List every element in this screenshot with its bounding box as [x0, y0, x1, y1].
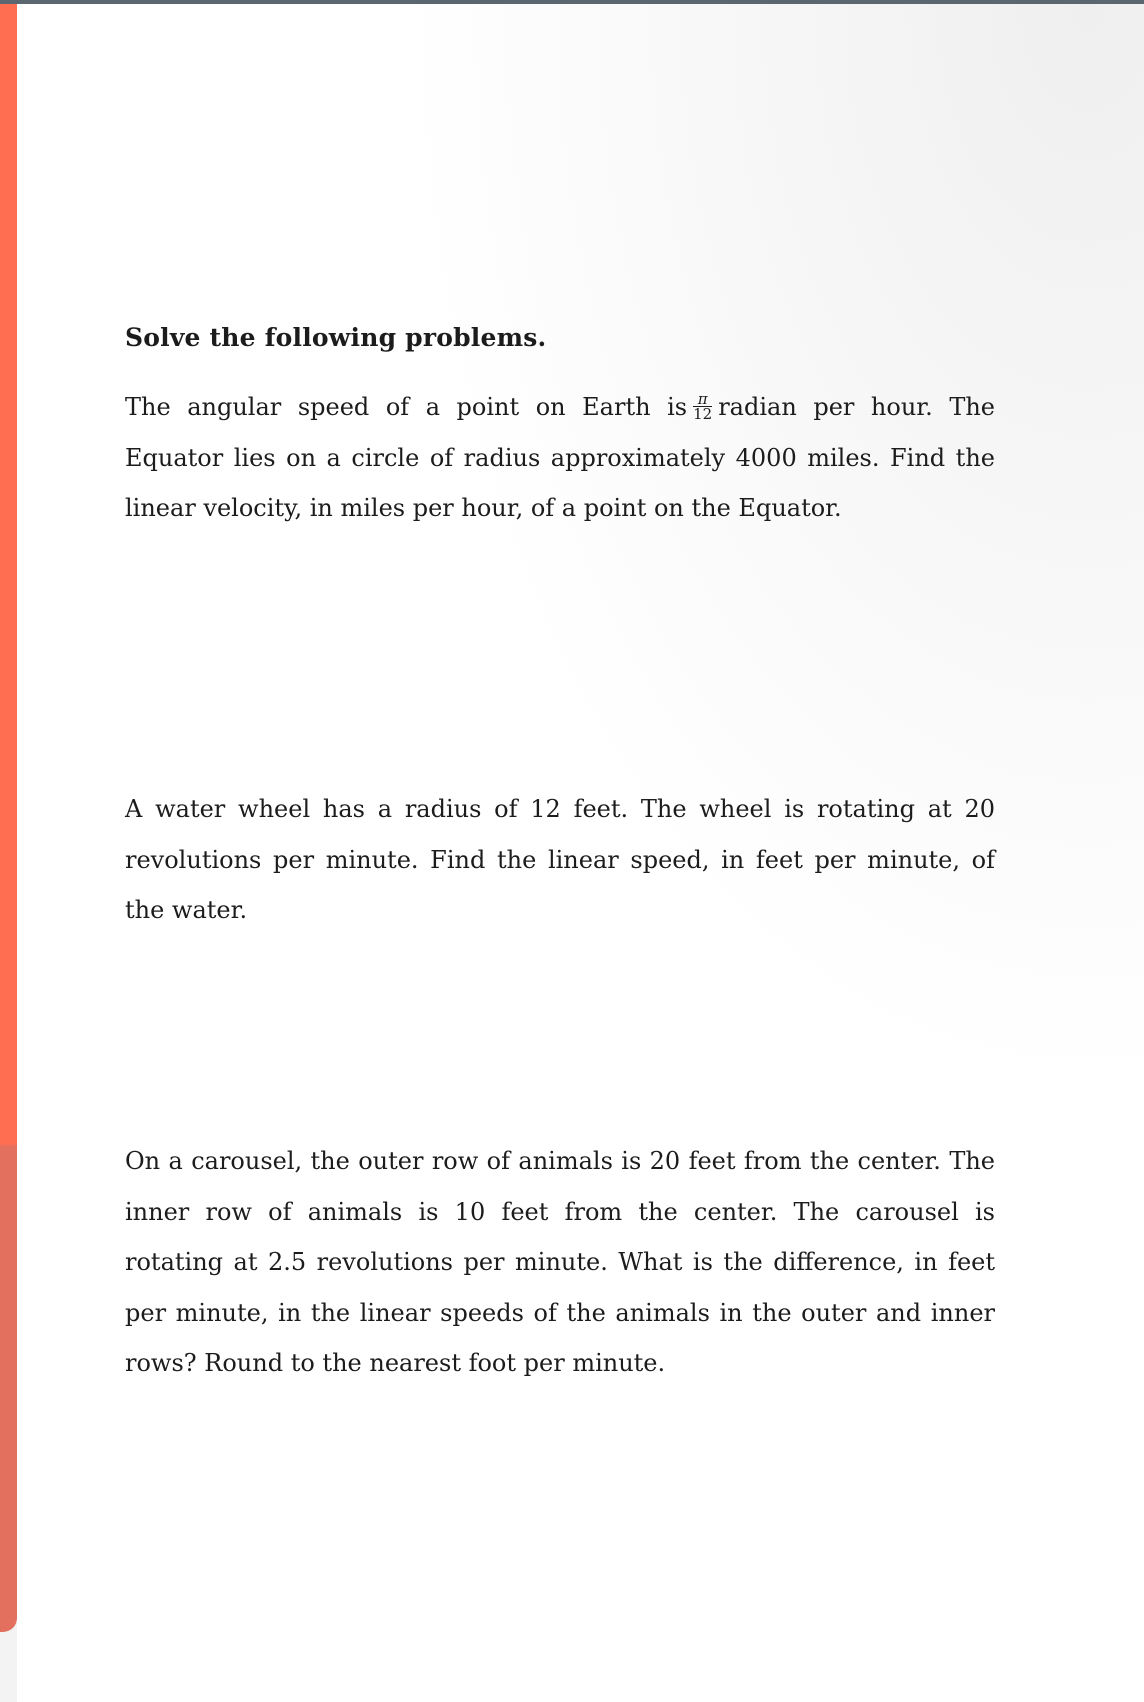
instructions-heading: Solve the following problems. — [125, 323, 547, 352]
fraction-numerator: π — [693, 392, 712, 407]
problem-1-text-end: radian per hour. The Equator lies on a circle of radius approximately 4000 miles. Find the linear velocity, in miles per hour, of a point on the Equator. — [125, 393, 995, 522]
problem-1-text-start: The angular speed of a point on Earth is — [125, 393, 688, 421]
side-accent-strip — [0, 4, 17, 1632]
problem-1 — [125, 382, 995, 534]
problem-2: A water wheel has a radius of 12 feet. The wheel is rotating at 20 revolutions per minute. Find the linear speed, in feet per minute, of the water. — [125, 795, 995, 924]
fraction-denominator: 12 — [693, 405, 713, 423]
pi-over-12-fraction — [693, 392, 712, 421]
document-page — [17, 4, 1144, 1702]
problem-3: On a carousel, the outer row of animals is 20 feet from the center. The inner row of animals is 10 feet from the center. The carousel is rotating at 2.5 revolutions per minute. What is the difference, in feet per minute, in the linear speeds of the animals in the outer and inner rows? Round to the nearest foot per minute. — [125, 1147, 995, 1377]
